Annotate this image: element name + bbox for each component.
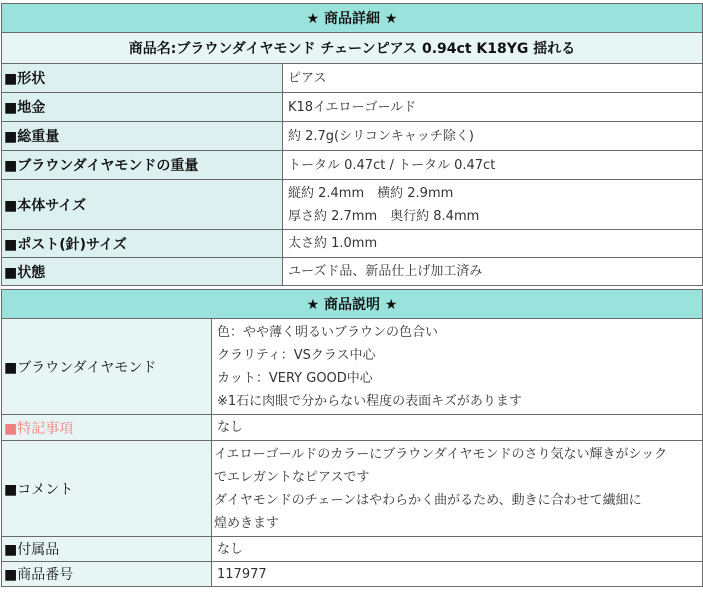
row-label: ■総重量 [2, 122, 283, 151]
description-header: ★ 商品説明 ★ [2, 290, 703, 319]
row-value: K18イエローゴールド [288, 99, 417, 115]
row-label: ■ブラウンダイヤモンド [2, 319, 212, 415]
row-value: 縦約 2.4mm 横約 2.9mm [288, 185, 454, 201]
product-detail-table [1, 3, 703, 286]
table-row [2, 537, 703, 562]
row-label: ■形状 [2, 64, 283, 93]
row-value: ※1石に肉眼で分からない程度の表面キズがあります [217, 393, 522, 409]
row-value: 太さ約 1.0mm [288, 236, 378, 251]
row-label: ■ブラウンダイヤモンドの重量 [2, 151, 283, 180]
table-row [2, 441, 703, 537]
row-value: 色：やや薄く明るいブラウンの色合い [217, 324, 439, 340]
table-row [2, 562, 703, 587]
row-label: ■コメント [2, 441, 212, 537]
table-row [2, 180, 703, 230]
row-value: ピアス [288, 70, 327, 86]
table-row [2, 122, 703, 151]
row-label: ■本体サイズ [2, 180, 283, 230]
table-row [2, 258, 703, 286]
row-value: イエローゴールドのカラーにブラウンダイヤモンドのさり気ない輝きがシック [214, 446, 668, 462]
table-row [2, 93, 703, 122]
row-label: ■商品番号 [2, 562, 212, 587]
detail-header: ★ 商品詳細 ★ [2, 4, 703, 33]
row-value: 117977 [217, 566, 267, 582]
row-value: ユーズド品、新品仕上げ加工済み [288, 264, 483, 279]
row-label-accent: ■特記事項 [2, 415, 212, 441]
row-label: ■ポスト(針)サイズ [2, 230, 283, 258]
row-value: でエレガントなピアスです [214, 469, 370, 485]
row-value: なし [217, 420, 244, 435]
table-row [2, 64, 703, 93]
table-row [2, 151, 703, 180]
row-label: ■付属品 [2, 537, 212, 562]
table-row [2, 230, 703, 258]
row-value: 煌めきます [214, 515, 280, 531]
row-value: ダイヤモンドのチェーンはやわらかく曲がるため、動きに合わせて繊細に [214, 492, 642, 508]
product-name: 商品名:ブラウンダイヤモンド チェーンピアス 0.94ct K18YG 揺れる [2, 33, 703, 64]
row-value: 厚さ約 2.7mm 奥行約 8.4mm [288, 208, 480, 224]
table-row [2, 415, 703, 441]
row-value: トータル 0.47ct / トータル 0.47ct [288, 157, 496, 173]
row-label: ■地金 [2, 93, 283, 122]
row-value: カット：VERY GOOD中心 [217, 370, 373, 386]
table-row [2, 319, 703, 415]
row-value: 約 2.7g(シリコンキャッチ除く) [288, 128, 474, 144]
row-value: なし [217, 541, 244, 557]
row-label: ■状態 [2, 258, 283, 286]
product-description-table [1, 289, 703, 587]
row-value: クラリティ：VSクラス中心 [217, 347, 376, 363]
